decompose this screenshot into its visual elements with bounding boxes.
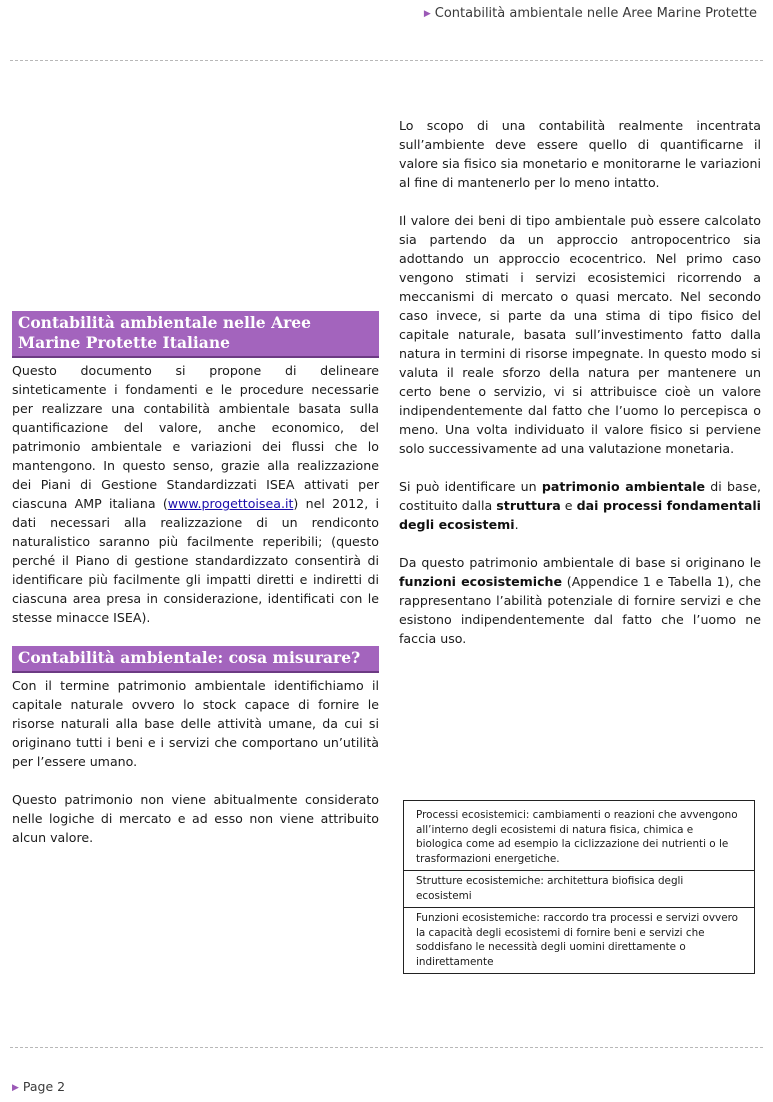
triangle-right-icon: ▶: [12, 1083, 19, 1093]
running-title: Contabilità ambientale nelle Aree Marine Protette: [434, 6, 757, 21]
glossary-processi: Processi ecosistemici: cambiamenti o reazioni che avvengono all’interno degli ecosistemi di natura fisica, chimica e biologica come ad esempio la ciclizzazione dei nutrienti o le trasformazioni energetiche.: [404, 801, 754, 871]
intro-paragraph: Questo documento si propone di delineare sinteticamente i fondamenti e le procedure necessarie per realizzare una contabilità ambientale basata sulla quantificazione del valore, anche economico, del patrimonio ambientale e variazioni dei flussi che lo mantengono. In questo senso, grazie alla realizzazione dei Piani di Gestione Standardizzati ISEA attivati per ciascuna AMP italiana (www.progettoisea.it) nel 2012, i dati necessari alla realizzazione di un rendiconto naturalistico saranno più facilmente reperibili; (questo perché il Piano di gestione standardizzato consentirà di identificare più facilmente gli impatti diretti e indiretti di ciascuna area presa in considerazione, identificati con le stesse minacce ISEA).: [12, 363, 379, 625]
running-header: [424, 6, 757, 21]
triangle-right-icon: ▶: [423, 9, 431, 19]
progettoisea-link[interactable]: www.progettoisea.it: [167, 496, 294, 511]
right-column: [399, 116, 761, 667]
page-number: Page 2: [22, 1079, 66, 1094]
section-heading-aree-marine: Contabilità ambientale nelle Aree Marine Protette Italiane: [12, 311, 379, 358]
patrimonio-paragraph: Con il termine patrimonio ambientale identifichiamo il capitale naturale ovvero lo stock capace di fornire le risorse naturali alla base delle attività umane, da cui si originano tutti i beni e i servizi che comportano un’utilità per l’essere umano.: [12, 678, 379, 769]
scopo-paragraph: Lo scopo di una contabilità realmente incentrata sull’ambiente deve essere quello di quantificarne il valore sia fisico sia monetario e monitorarne le variazioni al fine di mantenerlo per lo meno intatto.: [399, 118, 761, 190]
section-heading-cosa-misurare: Contabilità ambientale: cosa misurare?: [12, 646, 379, 673]
glossary-funzioni: Funzioni ecosistemiche: raccordo tra processi e servizi ovvero la capacità degli ecosistemi di fornire beni e servizi che soddisfano le necessità degli uomini direttamente o indirettamente: [416, 912, 739, 968]
left-column: [12, 311, 379, 847]
patrimonio-base-paragraph: Si può identificare un patrimonio ambientale di base, costituito dalla struttura e dai processi fondamentali degli ecosistemi.: [399, 479, 761, 532]
funzioni-paragraph: Da questo patrimonio ambientale di base si originano le funzioni ecosistemiche (Appendice 1 e Tabella 1), che rappresentano l’abilità potenziale di fornire servizi e che esistono indipendentemente dal fatto che l’uomo ne faccia uso.: [399, 555, 761, 646]
mercato-paragraph: Questo patrimonio non viene abitualmente considerato nelle logiche di mercato e ad esso non viene attribuito alcun valore.: [12, 792, 379, 845]
top-divider: [10, 60, 763, 61]
glossary-box: [403, 800, 755, 974]
glossary-strutture: Strutture ecosistemiche: architettura biofisica degli ecosistemi: [404, 871, 754, 908]
valore-paragraph: Il valore dei beni di tipo ambientale può essere calcolato sia partendo da un approccio antropocentrico sia adottando un approccio ecocentrico. Nel primo caso vengono stimati i servizi ecosistemici ricorrendo a meccanismi di mercato o quasi mercato. Nel secondo caso invece, si parte da una stima di tipo fisico del capitale naturale, basata sull’investimento fatto dalla natura in termini di risorse impegnate. In questo modo si valuta il reale sforzo della natura per mantenere un certo bene o servizio, vi si attribuisce cioè un valore indipendentemente dal fatto che l’uomo lo percepisca o meno. Una volta individuato il valore fisico si perviene solo successivamente ad una valutazione monetaria.: [399, 213, 761, 456]
bottom-divider: [10, 1047, 763, 1048]
page-footer: [12, 1079, 65, 1094]
